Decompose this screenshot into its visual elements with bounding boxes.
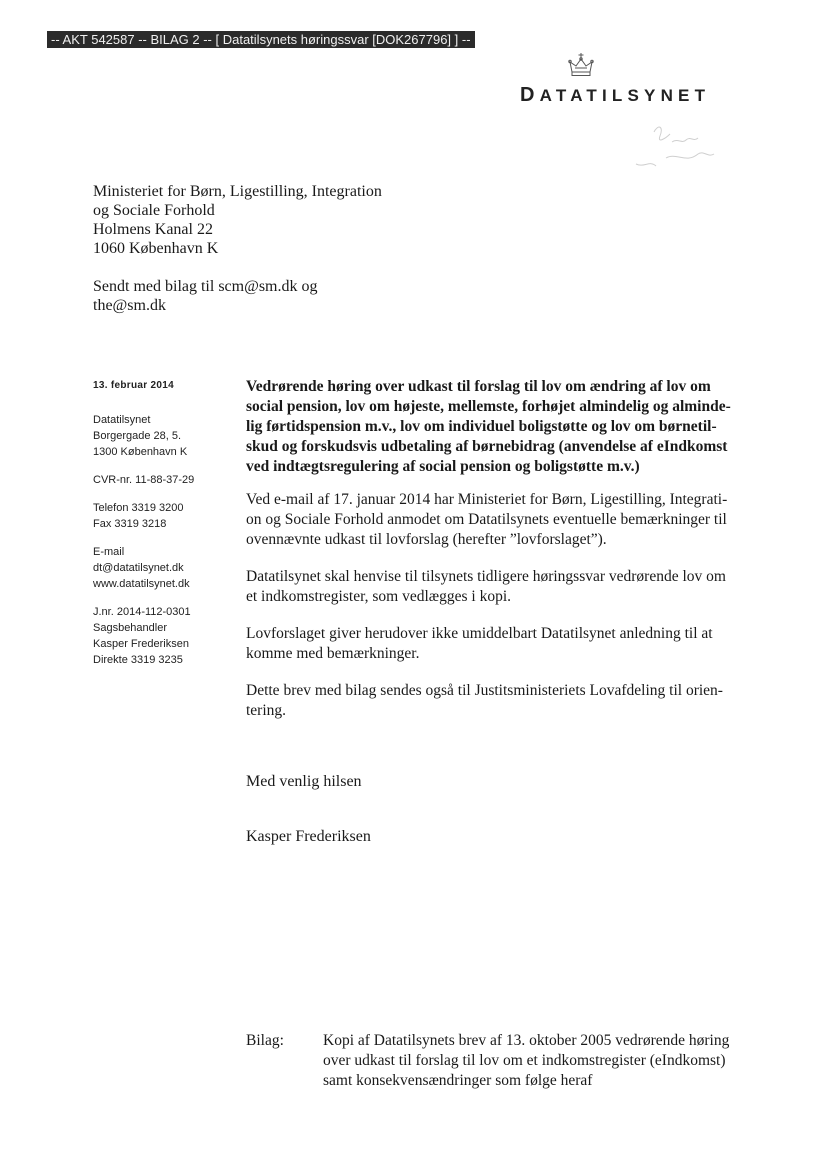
enclosure-line: samt konsekvensændringer som følge heraf: [323, 1072, 593, 1089]
body-line: tering.: [246, 702, 287, 719]
case-line: Direkte 3319 3235: [93, 654, 183, 666]
body-paragraph-1: [246, 490, 766, 550]
body-line: komme med bemærkninger.: [246, 645, 420, 662]
sent-with-note: [93, 277, 318, 315]
case-line: Sagsbehandler: [93, 622, 168, 634]
sender-line: 1300 København K: [93, 446, 188, 458]
signer-name: Kasper Frederiksen: [246, 828, 371, 845]
enclosure-line: over udkast til forslag til lov om et indkomstregister (eIndkomst): [323, 1052, 726, 1069]
body-line: et indkomstregister, som vedlægges i kopi.: [246, 588, 512, 605]
handwritten-signature: [626, 118, 726, 188]
sender-line: Borgergade 28, 5.: [93, 430, 182, 442]
body-paragraph-2: [246, 567, 766, 607]
recipient-line: 1060 København K: [93, 240, 219, 257]
sender-sidebar: [93, 378, 233, 680]
website: www.datatilsynet.dk: [93, 578, 190, 590]
sent-with-line: Sendt med bilag til scm@sm.dk og: [93, 278, 318, 295]
body-line: ovennævnte udkast til lovforslag (herefter ”lovforslaget”).: [246, 531, 607, 548]
body-paragraph-3: [246, 624, 766, 664]
letter-subject: [246, 377, 756, 477]
body-line: Lovforslaget giver herudover ikke umiddelbart Datatilsynet anledning til at: [246, 625, 713, 642]
case-info: [93, 604, 233, 668]
enclosure-label: Bilag:: [246, 1032, 284, 1049]
recipient-address: [93, 182, 382, 258]
subject-line: lig førtidspension m.v., lov om individuel boligstøtte og lov om børnetil-: [246, 418, 717, 435]
subject-line: Vedrørende høring over udkast til forslag til lov om ændring af lov om: [246, 378, 711, 395]
sent-with-line: the@sm.dk: [93, 297, 166, 314]
body-line: on og Sociale Forhold anmodet om Datatilsynets eventuelle bemærkninger til: [246, 511, 727, 528]
body-line: Datatilsynet skal henvise til tilsynets tidligere høringssvar vedrørende lov om: [246, 568, 726, 585]
phone-line: Telefon 3319 3200: [93, 502, 184, 514]
document-stamp: -- AKT 542587 -- BILAG 2 -- [ Datatilsynets høringssvar [DOK267796] ] --: [47, 31, 475, 48]
letter-date: 13. februar 2014: [93, 380, 174, 391]
crown-logo-icon: [566, 52, 596, 78]
subject-line: ved indtægtsregulering af social pension og boligstøtte m.v.): [246, 458, 640, 475]
phone-info: [93, 500, 233, 532]
enclosure-text: [323, 1031, 729, 1091]
cvr-number: CVR-nr. 11-88-37-29: [93, 474, 195, 486]
email-address: dt@datatilsynet.dk: [93, 562, 184, 574]
contact-info: [93, 544, 233, 592]
recipient-line: Holmens Kanal 22: [93, 221, 213, 238]
email-label: E-mail: [93, 546, 125, 558]
body-line: Ved e-mail af 17. januar 2014 har Ministeriet for Børn, Ligestilling, Integrati-: [246, 491, 728, 508]
case-line: J.nr. 2014-112-0301: [93, 606, 191, 618]
subject-line: social pension, lov om højeste, mellemste, forhøjet almindelig og alminde-: [246, 398, 731, 415]
phone-line: Fax 3319 3218: [93, 518, 167, 530]
recipient-line: Ministeriet for Børn, Ligestilling, Integration: [93, 183, 382, 200]
sender-line: Datatilsynet: [93, 414, 151, 426]
body-paragraph-4: [246, 681, 766, 721]
brand-wordmark: DATATILSYNET: [520, 84, 711, 106]
enclosure-line: Kopi af Datatilsynets brev af 13. oktober 2005 vedrørende høring: [323, 1032, 730, 1049]
subject-line: skud og forskudsvis udbetaling af børnebidrag (anvendelse af eIndkomst: [246, 438, 728, 455]
sender-address: [93, 412, 233, 460]
recipient-line: og Sociale Forhold: [93, 202, 215, 219]
body-line: Dette brev med bilag sendes også til Justitsministeriets Lovafdeling til orien-: [246, 682, 723, 699]
closing-salutation: Med venlig hilsen: [246, 773, 362, 790]
case-line: Kasper Frederiksen: [93, 638, 189, 650]
